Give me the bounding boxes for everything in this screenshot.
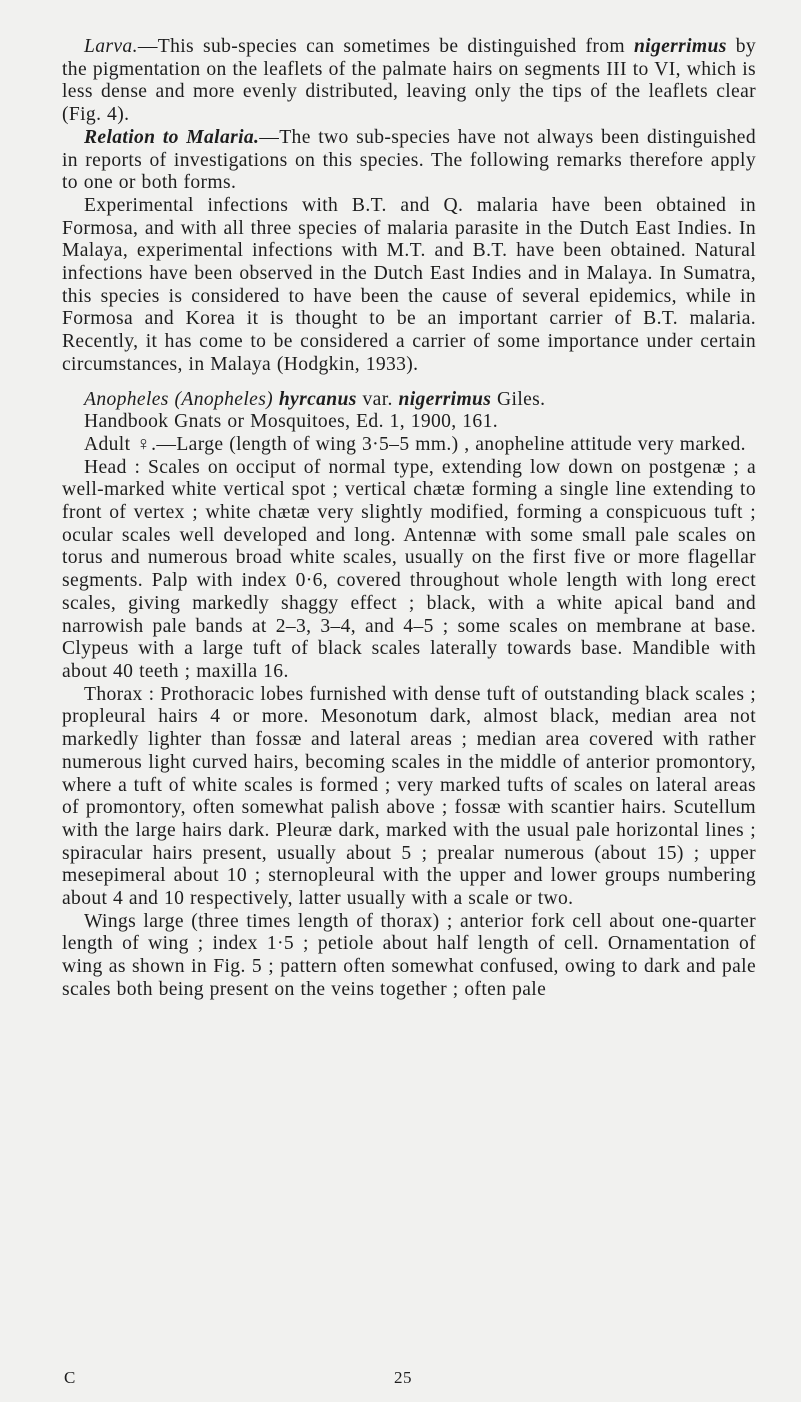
wings-paragraph: Wings large (three times length of thorax) ; anterior fork cell about one-quarter length of wing ; index 1·5 ; petiole about half length of cell. Ornamentation of wing as shown in Fig. 5 ; pattern often somewhat confused, owing to dark and pale scales both being present on the veins together ; often pale — [62, 910, 756, 1000]
relation-paragraph — [62, 127, 756, 195]
species-author: Giles. — [491, 388, 546, 410]
species-subgenus: (Anopheles) — [174, 388, 274, 410]
larva-paragraph — [62, 36, 756, 127]
species-genus: Anopheles — [84, 388, 169, 410]
larva-heading: Larva. — [84, 36, 138, 57]
species-var-label: var. — [356, 388, 399, 410]
experimental-paragraph: Experimental infections with B.T. and Q. malaria have been obtained in Formosa, and with all three species of malaria parasite in the Dutch East Indies. In Malaya, experimental infections with M.T. and B.T. have been obtained. Natural infections have been observed in the Dutch East Indies and in Malaya. In Sumatra, this species is considered to have been the cause of several epidemics, while in Formosa and Korea it is thought to be an important carrier of B.T. malaria. Recently, it has come to be considered a carrier of some importance under certain circumstances, in Malaya (Hodgkin, 1933). — [62, 194, 756, 375]
handbook-reference: Handbook Gnats or Mosquitoes, Ed. 1, 1900, 161. — [84, 411, 498, 433]
signature-mark: C — [64, 1368, 76, 1387]
page-body — [62, 36, 756, 1002]
larva-text-2: by the pigmentation on the leaflets of the palmate hairs on segments III to VI, which is less dense and more evenly distributed, leaving only the tips of the leaflets clear (Fig. 4). — [62, 36, 757, 126]
relation-text: —The two sub-species have not always been distinguished in reports of investigations on this species. The following remarks therefore apply to one or both forms. — [62, 126, 756, 194]
species-var-name: nigerrimus — [398, 388, 492, 410]
adult-paragraph: Adult ♀.—Large (length of wing 3·5–5 mm.) , anopheline attitude very marked. — [84, 433, 746, 455]
species-name: hyrcanus — [278, 388, 357, 410]
head-paragraph: Head : Scales on occiput of normal type, extending low down on postgenæ ; a well-marked white vertical spot ; vertical chætæ forming a single line extending to front of vertex ; white chætæ very slightly modified, forming a conspicuous tuft ; ocular scales well developed and long. Antennæ with some small pale scales on torus and numerous broad white scales, usually on the first five or more flagellar segments. Palp with index 0·6, covered throughout whole length with long erect scales, giving markedly shaggy effect ; black, with a white apical band and narrowish pale bands at 2–3, 3–4, and 4–5 ; some scales on membrane at base. Clypeus with a large tuft of black scales laterally towards base. Mandible with about 40 teeth ; maxilla 16. — [62, 456, 756, 682]
page-number: 25 — [394, 1368, 412, 1387]
thorax-paragraph: Thorax : Prothoracic lobes furnished with dense tuft of outstanding black scales ; propleural hairs 4 or more. Mesonotum dark, almost black, median area not markedly lighter than fossæ and lateral areas ; median area covered with rather numerous light curved hairs, becoming scales in the middle of anterior promontory, where a tuft of white scales is formed ; very marked tufts of scales on lateral areas of promontory, often somewhat palish above ; fossæ with scantier hairs. Scutellum with the large hairs dark. Pleuræ dark, marked with the usual pale horizontal lines ; spiracular hairs present, usually about 5 ; prealar numerous (about 15) ; upper mesepimeral about 10 ; sternopleural with the upper and lower groups numbering about 4 and 10 respectively, latter usually with a scale or two. — [62, 683, 756, 910]
species-heading — [62, 389, 756, 412]
larva-text-1: —This sub-species can sometimes be distinguished from — [137, 36, 634, 57]
larva-species-name: nigerrimus — [633, 36, 727, 57]
relation-heading: Relation to Malaria. — [84, 126, 260, 148]
